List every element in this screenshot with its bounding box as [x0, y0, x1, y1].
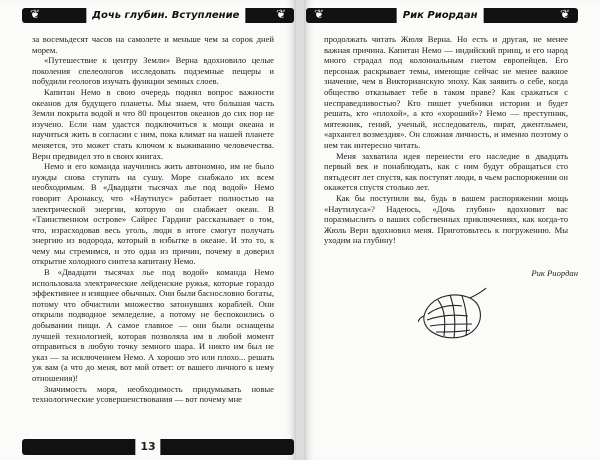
paragraph: «Путешествие к центру Земли» Верна вдохновило целые поколения спелеологов исследовать подземные пещеры и побудили геологов изучать функции земных слоев. [32, 55, 274, 87]
right-header-title: Рик Риордан [397, 8, 484, 23]
paragraph: Немо и его команда научились жить автономно, им не было нужды снова ступать на сушу. Море снабжало их всем необходимым. В «Двадцати тысячах лье под водой» Немо говорит Аронаксу, что «Наутилус» работает полностью на электрической энергии, которую он снабжает океан. В «Таинственном острове» Сайрес Гардинг рассказывает о том, что, израсходовав весь уголь, люди в итоге смогут получать энергию из водорода, который в избытке в океане. И это то, к чему мы стремимся, и это одна из причин, почему я доверил открытие холодного синтеза капитану Немо. [32, 161, 274, 267]
ornament-icon: ❦ [559, 7, 570, 21]
paragraph: за восемьдесят часов на самолете и меньше чем за сорок дней морем. [32, 34, 274, 55]
author-signature: Рик Риордан [531, 268, 578, 278]
left-header-title: Дочь глубин. Вступление [86, 8, 245, 23]
paragraph: Капитан Немо в свою очередь поднял вопрос важности океанов для будущего планеты. Мы знаем, что большая часть Земли покрыта водой и что 80 процентов океанов до сих пор не изучено. Если нам удастся подключиться к мощи океана и научиться жить в согласии с ним, пока климат на нашей планете меняется, это может стать ключом к выживанию человечества. Верн предвидел это в своих книгах. [32, 86, 274, 161]
ornament-icon: ❦ [275, 7, 286, 21]
paragraph: продолжать читать Жюля Верна. Но есть и другая, не менее важная причина. Капитан Немо — индийский принц, и его народ много страдал под колониальным гнетом европейцев. Его персонаж раскрывает темы, имеющие сейчас не менее важное значение, чем в Викторианскую эпоху. Как заявить о себе, когда общество отказывает тебе в таком праве? Как сражаться с несправедливостью? Кто пишет учебники истории и будет решать, кто «плохой», а кто «хороший»? Немо — преступник, мятежник, гений, ученый, исследователь, пират, джентльмен, «архангел возмездия». Он сложная личность, и именно поэтому о нем так интересно читать. [324, 34, 568, 150]
paragraph: Меня захватила идея перенести его наследие в двадцать первый век и понаблюдать, как с ним будут обращаться сто пятьдесят лет спустя, как поступят люди, в чьем распоряжении он окажется спустя столько лет. [324, 150, 568, 193]
right-page [304, 0, 600, 460]
left-page [0, 0, 296, 460]
right-body-text [324, 34, 568, 246]
page-number-footer [0, 439, 296, 455]
left-running-header [0, 8, 296, 25]
ornament-icon: ❦ [314, 7, 325, 21]
paragraph: В «Двадцати тысячах лье под водой» команда Немо использовала электрические лейденские ружья, которые гораздо эффективнее и изящнее обычных. Они были баснословно богаты, потому что обчистили множество затонувших кораблей. Они открыли подводное земледелие, а потому не беспокоились о добывании пищи. А самое главное — они были оснащены лучшей технологией, которая позволяла им в любой момент отправиться в любую точку земного шара. И никто им был не указ — за исключением Немо. А хорошо это или плохо... решать уж вам (а что до меня, вот мой ответ: от вашего личного к нему отношения)! [32, 267, 274, 383]
left-body-text [32, 34, 274, 405]
paragraph: Как бы поступили вы, будь в вашем распоряжении мощь «Наутилуса»? Надеюсь, «Дочь глубин» вдохновит вас поразмыслить о ваших собственных приключениях, как когда-то Жюль Верн вдохновил меня. Приготовьтесь к погружению. Мы уходим на глубину! [324, 192, 568, 246]
right-running-header [304, 8, 600, 25]
paragraph: Значимость моря, необходимость придумывать новые технологические усовершенствования — вот почему мне [32, 383, 274, 405]
seashell-icon [418, 286, 488, 344]
ornament-icon: ❦ [30, 7, 41, 21]
page-number: 13 [135, 439, 160, 455]
